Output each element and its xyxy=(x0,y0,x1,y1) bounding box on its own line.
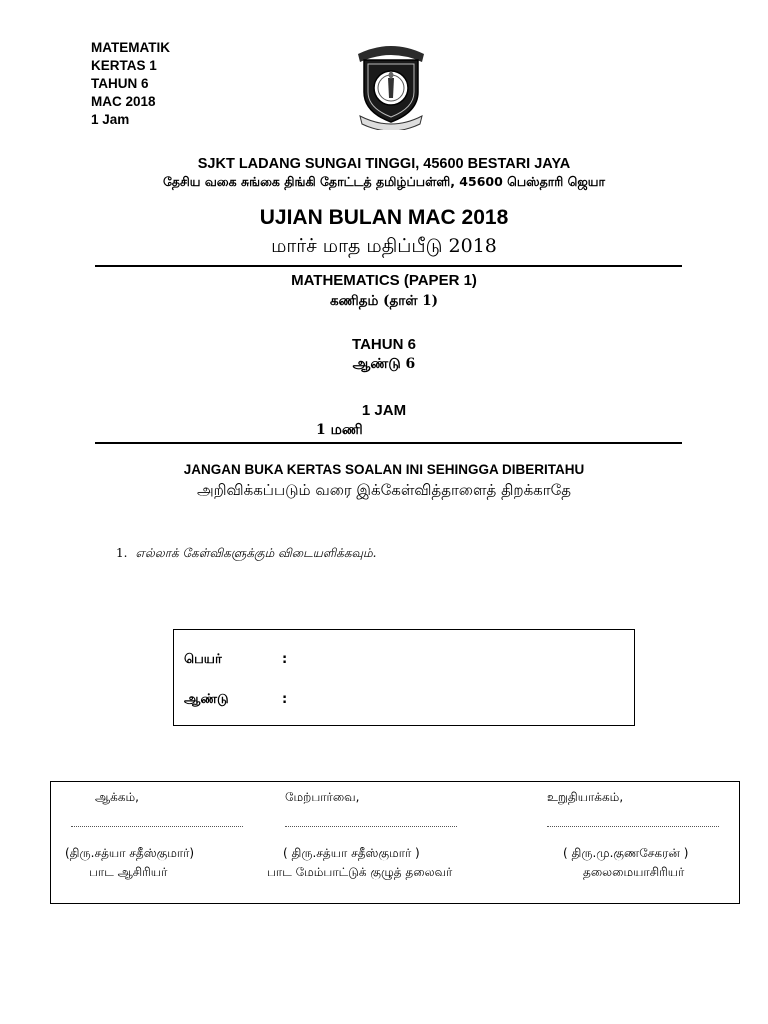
instruction-item xyxy=(116,546,377,562)
header-paper: KERTAS 1 xyxy=(91,58,157,73)
school-crest-icon xyxy=(352,40,430,130)
name-label: பெயர் xyxy=(184,652,222,667)
signature-role: ஆக்கம், xyxy=(95,790,139,804)
exam-title-ta: மார்ச் மாத மதிப்பீடு 2018 xyxy=(271,235,497,257)
signature-role: உறுதியாக்கம், xyxy=(547,790,624,804)
signature-role: மேற்பார்வை, xyxy=(285,790,360,804)
year-ta: ஆண்டு 6 xyxy=(352,356,416,372)
signature-line xyxy=(71,826,243,827)
warning-en: JANGAN BUKA KERTAS SOALAN INI SEHINGGA DIBERITAHU xyxy=(183,462,585,477)
signature-person: ( திரு.மு.குணசேகரன் ) xyxy=(563,846,689,860)
exam-title-en: UJIAN BULAN MAC 2018 xyxy=(259,206,509,229)
warning-ta: அறிவிக்கப்படும் வரை இக்கேள்வித்தாளைத் திறக்காதே xyxy=(196,481,572,499)
year-separator: : xyxy=(282,692,288,707)
year-label: ஆண்டு xyxy=(184,692,229,707)
subject-ta: கணிதம் (தாள் 1) xyxy=(330,293,438,309)
signature-line xyxy=(547,826,719,827)
signature-box xyxy=(50,781,740,904)
subject-en: MATHEMATICS (PAPER 1) xyxy=(291,272,477,289)
signature-position: பாட ஆசிரியர் xyxy=(89,865,168,879)
student-info-box xyxy=(173,629,635,726)
school-name-en: SJKT LADANG SUNGAI TINGGI, 45600 BESTARI JAYA xyxy=(197,156,571,172)
header-duration: 1 Jam xyxy=(91,112,130,127)
duration-en: 1 JAM xyxy=(361,402,407,419)
header-info xyxy=(91,39,170,129)
name-separator: : xyxy=(282,652,288,667)
instruction-text: எல்லாக் கேள்விகளுக்கும் விடையளிக்கவும். xyxy=(135,546,377,560)
name-field[interactable] xyxy=(184,652,288,668)
header-subject: MATEMATIK xyxy=(91,40,170,55)
divider-top xyxy=(95,265,682,267)
year-field[interactable] xyxy=(184,692,288,708)
header-date: MAC 2018 xyxy=(91,94,156,109)
duration-ta: 1 மணி xyxy=(316,422,363,438)
signature-person: (திரு.சத்யா சதீஸ்குமார்) xyxy=(65,846,195,860)
divider-bottom xyxy=(95,442,682,444)
school-name-ta: தேசிய வகை சுங்கை திங்கி தோட்டத் தமிழ்ப்பள்ளி, 45600 பெஸ்தாரி ஜெயா xyxy=(162,174,606,189)
signature-position: பாட மேம்பாட்டுக் குழுத் தலைவர் xyxy=(267,865,453,879)
signature-line xyxy=(285,826,457,827)
instruction-number: 1. xyxy=(116,546,128,560)
signature-position: தலைமையாசிரியர் xyxy=(583,865,685,879)
header-year: TAHUN 6 xyxy=(91,76,149,91)
year-en: TAHUN 6 xyxy=(352,336,416,353)
signature-person: ( திரு.சத்யா சதீஸ்குமார் ) xyxy=(283,846,420,860)
